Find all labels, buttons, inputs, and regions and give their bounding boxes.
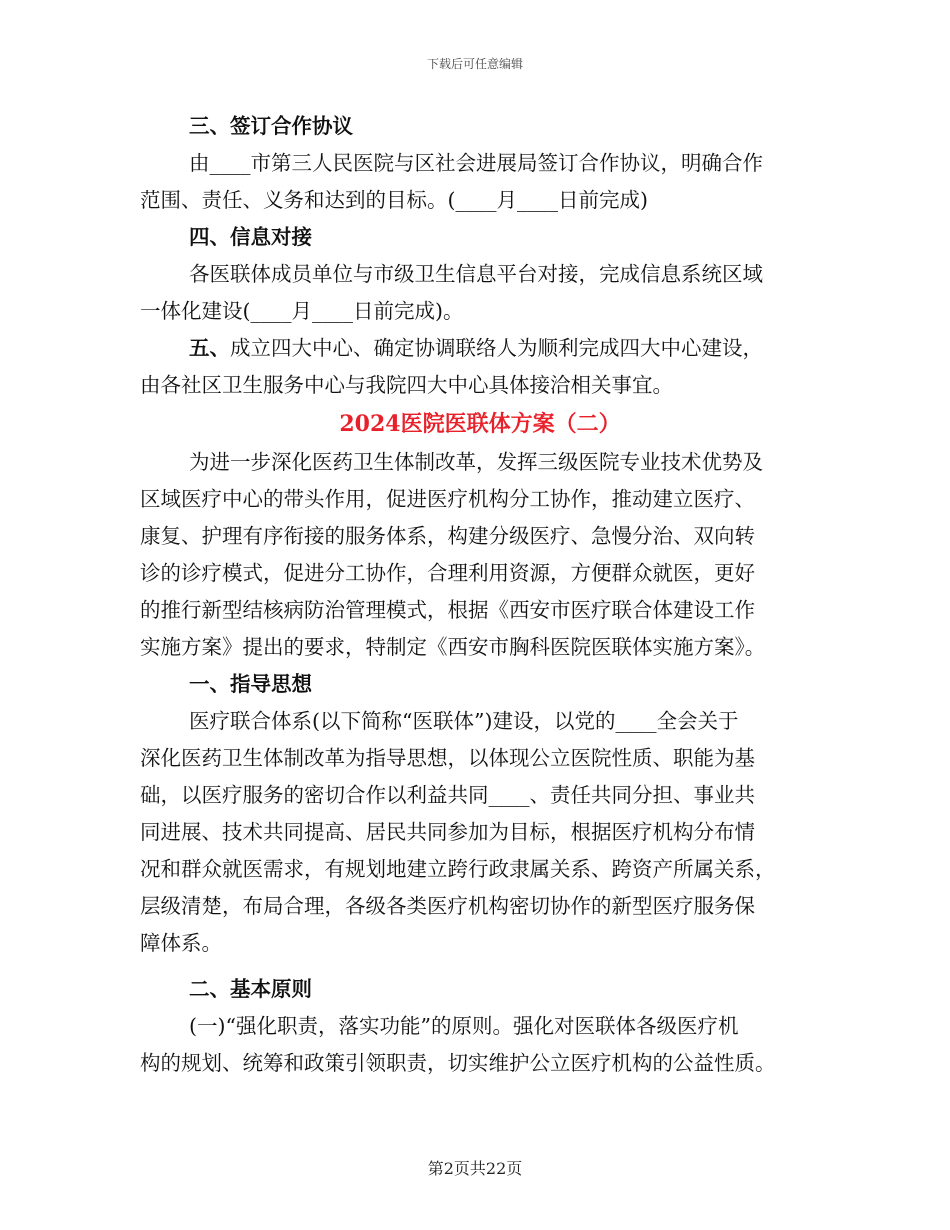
- paragraph-line: 深化医药卫生体制改革为指导思想，以体现公立医院性质、职能为基: [140, 746, 755, 770]
- paragraph-line: 层级清楚，布局合理，各级各类医疗机构密切协作的新型医疗服务保: [140, 894, 755, 918]
- paragraph-line: 础，以医疗服务的密切合作以利益共同____、责任共同分担、事业共: [140, 783, 755, 807]
- paragraph-line: 医疗联合体系(以下简称“医联体”)建设，以党的____全会关于: [189, 709, 739, 733]
- document-body: [140, 108, 810, 1082]
- section3-heading: 三、签订合作协议: [189, 114, 353, 138]
- paragraph-line: 各医联体成员单位与市级卫生信息平台对接，完成信息系统区域: [189, 262, 763, 286]
- part2-heading: 二、基本原则: [189, 977, 312, 1001]
- paragraph-line: 构的规划、统筹和政策引领职责，切实维护公立医疗机构的公益性质。: [140, 1051, 776, 1075]
- paragraph-line: 诊的诊疗模式，促进分工协作，合理利用资源，方便群众就医，更好: [140, 561, 755, 585]
- paragraph-line: 的推行新型结核病防治管理模式，根据《西安市医疗联合体建设工作: [140, 598, 755, 622]
- spacer: [140, 962, 810, 971]
- paragraph-line: (一)“强化职责，落实功能”的原则。强化对医联体各级医疗机: [189, 1014, 739, 1038]
- section5-text: 成立四大中心、确定协调联络人为顺利完成四大中心建设，: [230, 336, 763, 360]
- section5-lead: 五、: [189, 336, 230, 360]
- paragraph-line: 由各社区卫生服务中心与我院四大中心具体接洽相关事宜。: [140, 373, 673, 397]
- document-title: 2024医院医联体方案（二）: [339, 411, 621, 437]
- section4-heading: 四、信息对接: [189, 225, 312, 249]
- paragraph-line: 障体系。: [140, 931, 222, 955]
- paragraph-line: 实施方案》提出的要求，特制定《西安市胸科医院医联体实施方案》。: [140, 635, 766, 659]
- header-note: 下载后可任意编辑: [426, 57, 523, 71]
- paragraph-line: 一体化建设(____月____日前完成)。: [140, 299, 464, 323]
- section5-line: [140, 330, 810, 367]
- paragraph-line: 区域医疗中心的带头作用，促进医疗机构分工协作，推动建立医疗、: [140, 487, 755, 511]
- paragraph-line: 范围、责任、义务和达到的目标。(____月____日前完成): [140, 188, 648, 212]
- paragraph-line: 康复、护理有序衔接的服务体系，构建分级医疗、急慢分治、双向转: [140, 524, 755, 548]
- part1-heading: 一、指导思想: [189, 672, 312, 696]
- paragraph-line: 由____市第三人民医院与区社会进展局签订合作协议，明确合作: [189, 151, 763, 175]
- paragraph-line: 况和群众就医需求，有规划地建立跨行政隶属关系、跨资产所属关系，: [140, 857, 776, 881]
- paragraph-line: 为进一步深化医药卫生体制改革，发挥三级医院专业技术优势及: [189, 450, 763, 474]
- paragraph-line: 同进展、技术共同提高、居民共同参加为目标，根据医疗机构分布情: [140, 820, 755, 844]
- page-footer: 第2页共22页: [427, 1159, 523, 1178]
